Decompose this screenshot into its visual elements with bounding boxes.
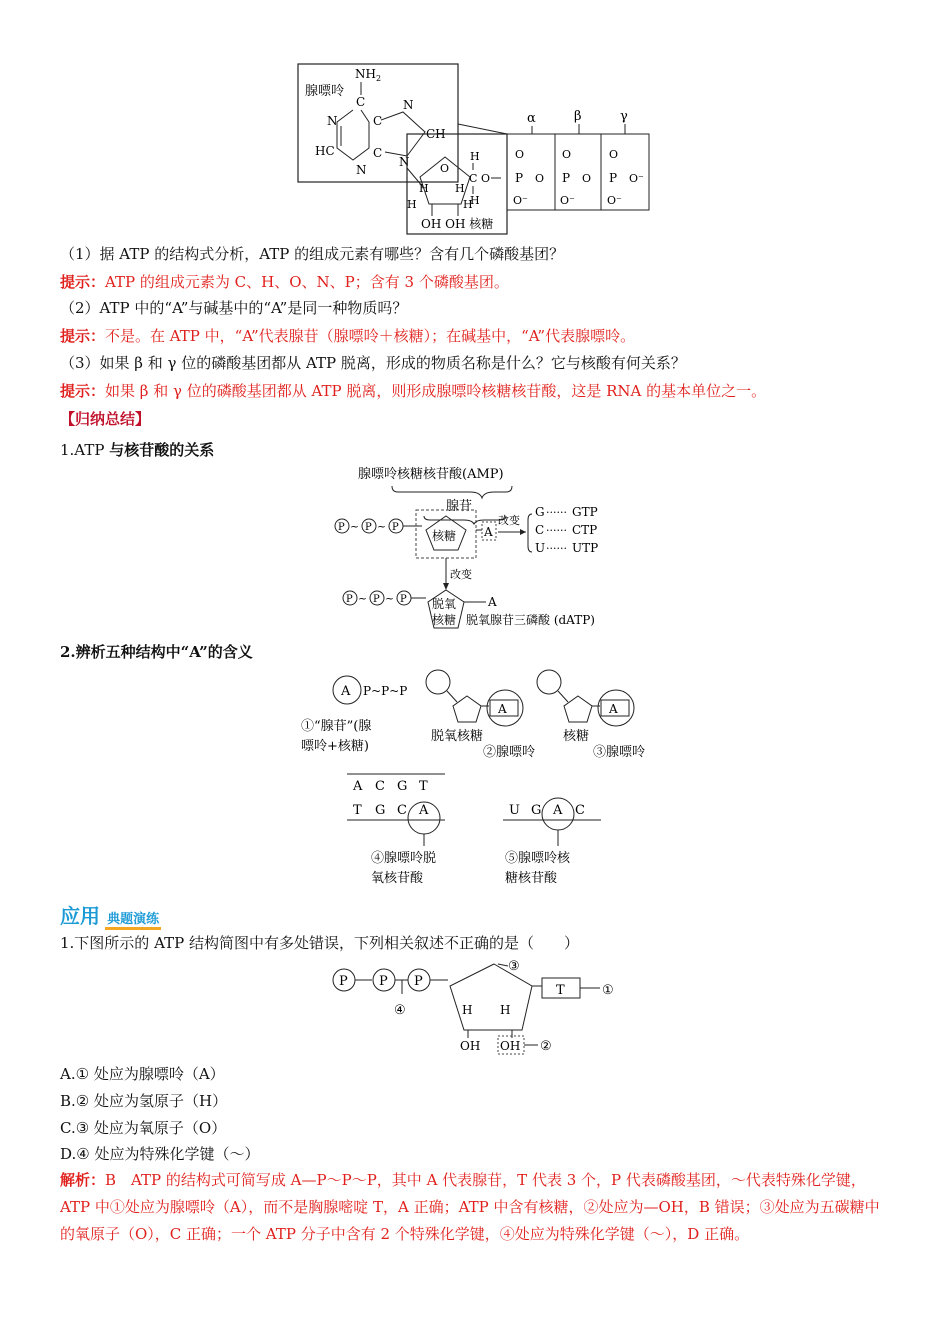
- svg-text:······: ······: [546, 524, 567, 537]
- atp-nucleotide-figure: [330, 462, 630, 634]
- svg-text:核糖: 核糖: [432, 613, 457, 627]
- phosphate-circles-top: [335, 519, 403, 533]
- svg-text:G: G: [397, 779, 408, 794]
- svg-text:A: A: [553, 803, 563, 818]
- svg-text:U: U: [509, 803, 520, 818]
- svg-text:O: O: [481, 172, 491, 185]
- svg-text:O⁻: O⁻: [607, 194, 622, 207]
- svg-text:H: H: [419, 182, 429, 195]
- svg-text:N: N: [403, 98, 414, 112]
- svg-text:H: H: [407, 198, 417, 211]
- option-d[interactable]: D.④ 处应为特殊化学键（～）: [60, 1145, 260, 1163]
- atp-error-figure: [328, 956, 628, 1056]
- svg-text:······: ······: [546, 506, 567, 519]
- svg-text:G: G: [535, 505, 545, 519]
- svg-text:GTP: GTP: [572, 505, 598, 519]
- svg-text:CH: CH: [426, 127, 446, 141]
- svg-text:C: C: [575, 803, 585, 818]
- svg-text:~: ~: [358, 592, 368, 605]
- marker-3: ③: [508, 959, 520, 974]
- caption-2: ②腺嘌呤: [483, 745, 536, 760]
- svg-text:A: A: [609, 702, 618, 716]
- option-b[interactable]: B.② 处应为氢原子（H）: [60, 1092, 228, 1110]
- adenosine-label: 腺苷: [446, 499, 473, 514]
- ribose-label: OH OH 核糖: [421, 217, 494, 231]
- section-1-title: 1.ATP 与核苷酸的关系: [60, 441, 215, 459]
- analysis: 解析：B ATP 的结构式可简写成 A—P～P～P，其中 A 代表腺苷，T 代表 3 个，P 代表磷酸基团，～代表特殊化学键，ATP 中①处应为腺嘌呤（A），而不是胸腺嘧啶 T，A 正确；ATP 中含有核糖，②处应为—OH，B 错误；③处应为五碳糖中的氧原子（O），C 正确；一个 ATP 分子中含有 2 个特殊化学键，④处应为特殊化学键（～），D 正确。: [60, 1171, 880, 1243]
- svg-text:A: A: [498, 702, 507, 716]
- amp-label: 腺嘌呤核糖核苷酸(AMP): [358, 467, 504, 482]
- svg-text:O⁻: O⁻: [629, 172, 644, 185]
- caption-1: ①“腺苷”(腺: [301, 719, 372, 734]
- svg-text:U: U: [535, 541, 546, 555]
- svg-text:O: O: [562, 148, 572, 161]
- svg-text:~: ~: [350, 520, 360, 533]
- svg-text:嘌呤+核糖): 嘌呤+核糖): [301, 739, 369, 754]
- svg-text:P: P: [392, 522, 399, 533]
- option-c[interactable]: C.③ 处应为氧原子（O）: [60, 1119, 227, 1137]
- svg-text:OH: OH: [500, 1039, 521, 1053]
- svg-text:P: P: [414, 974, 423, 989]
- hint-2: 提示：不是。在 ATP 中，“A”代表腺苷（腺嘌呤＋核糖）；在碱基中，“A”代表腺嘌呤。: [60, 327, 636, 345]
- svg-text:H: H: [463, 198, 473, 211]
- svg-text:A: A: [419, 803, 429, 818]
- svg-text:C: C: [375, 779, 385, 794]
- svg-text:P: P: [365, 522, 372, 533]
- caption-5: ⑤腺嘌呤核: [505, 851, 571, 866]
- marker-2: ②: [540, 1039, 552, 1054]
- svg-text:P: P: [338, 522, 345, 533]
- caption-4: ④腺嘌呤脱: [371, 851, 437, 866]
- question-mcq: 1.下图所示的 ATP 结构简图中有多处错误，下列相关叙述不正确的是（ ）: [60, 934, 579, 952]
- svg-text:O: O: [515, 148, 525, 161]
- svg-text:H: H: [462, 1003, 473, 1017]
- svg-text:N: N: [327, 114, 338, 128]
- phosphate-alpha: [513, 148, 544, 207]
- ribose-label-3: 核糖: [563, 729, 590, 744]
- svg-text:OH: OH: [460, 1039, 481, 1053]
- svg-text:P: P: [400, 594, 407, 605]
- svg-text:O⁻: O⁻: [513, 194, 528, 207]
- svg-text:P: P: [339, 974, 348, 989]
- deoxyribose-label: 脱氧核糖: [431, 729, 484, 744]
- svg-text:O⁻: O⁻: [560, 194, 575, 207]
- svg-text:T: T: [419, 779, 428, 794]
- gamma-label: γ: [620, 109, 628, 124]
- beta-label: β: [574, 109, 582, 124]
- svg-text:H: H: [470, 150, 480, 163]
- svg-text:C: C: [373, 114, 383, 128]
- svg-text:改变: 改变: [498, 514, 520, 527]
- datp-label: 脱氧腺苷三磷酸 (dATP): [466, 613, 595, 627]
- atp-structure-figure: [295, 62, 655, 240]
- svg-text:P: P: [346, 594, 353, 605]
- svg-text:G: G: [375, 803, 386, 818]
- svg-text:HC: HC: [315, 144, 335, 158]
- svg-text:CTP: CTP: [572, 523, 598, 537]
- svg-text:C: C: [373, 146, 383, 160]
- svg-text:A: A: [341, 684, 351, 699]
- svg-text:······: ······: [546, 542, 567, 555]
- phosphate-circles-bottom: [343, 591, 411, 605]
- ribose-center-label: 核糖: [432, 529, 457, 543]
- svg-text:T: T: [353, 803, 362, 818]
- alpha-label: α: [527, 111, 536, 126]
- svg-text:脱氧: 脱氧: [432, 597, 457, 611]
- summary-tag: 【归纳总结】: [60, 410, 151, 428]
- svg-text:UTP: UTP: [572, 541, 599, 555]
- svg-text:P: P: [609, 171, 618, 185]
- svg-text:H: H: [455, 182, 465, 195]
- svg-text:P: P: [379, 974, 388, 989]
- svg-text:P: P: [373, 594, 380, 605]
- svg-text:~: ~: [385, 592, 395, 605]
- svg-text:改变: 改变: [450, 568, 472, 581]
- svg-text:O: O: [582, 172, 592, 185]
- apply-header: 应用 典题演练: [60, 904, 160, 928]
- marker-4: ④: [394, 1003, 406, 1018]
- svg-text:T: T: [556, 983, 565, 998]
- svg-text:C: C: [397, 803, 407, 818]
- marker-1: ①: [602, 983, 614, 998]
- adenine-label: 腺嘌呤: [305, 84, 345, 99]
- section-2-title: 2.辨析五种结构中“A”的含义: [60, 643, 253, 661]
- svg-text:N: N: [356, 163, 367, 177]
- hint-3: 提示：如果 β 和 γ 位的磷酸基团都从 ATP 脱离，则形成腺嘌呤核糖核苷酸，这是 RNA 的基本单位之一。: [60, 382, 767, 400]
- svg-text:H: H: [500, 1003, 511, 1017]
- phosphate-beta: [560, 148, 591, 207]
- nh2-label: $NH_2$: [355, 67, 382, 83]
- svg-text:A: A: [488, 595, 497, 609]
- question-2: （2）ATP 中的“A”与碱基中的“A”是同一种物质吗？: [60, 299, 408, 317]
- svg-text:C: C: [535, 523, 545, 537]
- svg-text:氧核苷酸: 氧核苷酸: [371, 871, 424, 886]
- svg-text:~: ~: [377, 520, 387, 533]
- svg-text:H: H: [470, 194, 480, 207]
- hint-1: 提示：ATP 的组成元素为 C、H、O、N、P；含有 3 个磷酸基团。: [60, 273, 509, 291]
- svg-text:P: P: [515, 171, 524, 185]
- phosphate-gamma: [607, 148, 644, 207]
- svg-text:C: C: [469, 172, 478, 185]
- svg-text:O: O: [535, 172, 545, 185]
- svg-text:糖核苷酸: 糖核苷酸: [505, 871, 558, 886]
- question-3: （3）如果 β 和 γ 位的磷酸基团都从 ATP 脱离，形成的物质名称是什么？它与核酸有何关系？: [60, 354, 686, 372]
- svg-text:A: A: [484, 525, 493, 539]
- svg-text:N: N: [399, 155, 410, 169]
- svg-text:O: O: [440, 162, 450, 175]
- caption-3: ③腺嘌呤: [593, 745, 646, 760]
- question-1: （1）据 ATP 的结构式分析，ATP 的组成元素有哪些？含有几个磷酸基团？: [60, 245, 565, 263]
- five-a-figure: [295, 664, 665, 890]
- svg-text:A: A: [353, 779, 363, 794]
- svg-text:P~P~P: P~P~P: [363, 684, 408, 698]
- svg-text:G: G: [531, 803, 542, 818]
- svg-text:O: O: [609, 148, 619, 161]
- svg-text:P: P: [562, 171, 571, 185]
- option-a[interactable]: A.① 处应为腺嘌呤（A）: [60, 1065, 225, 1083]
- svg-text:C: C: [356, 95, 366, 109]
